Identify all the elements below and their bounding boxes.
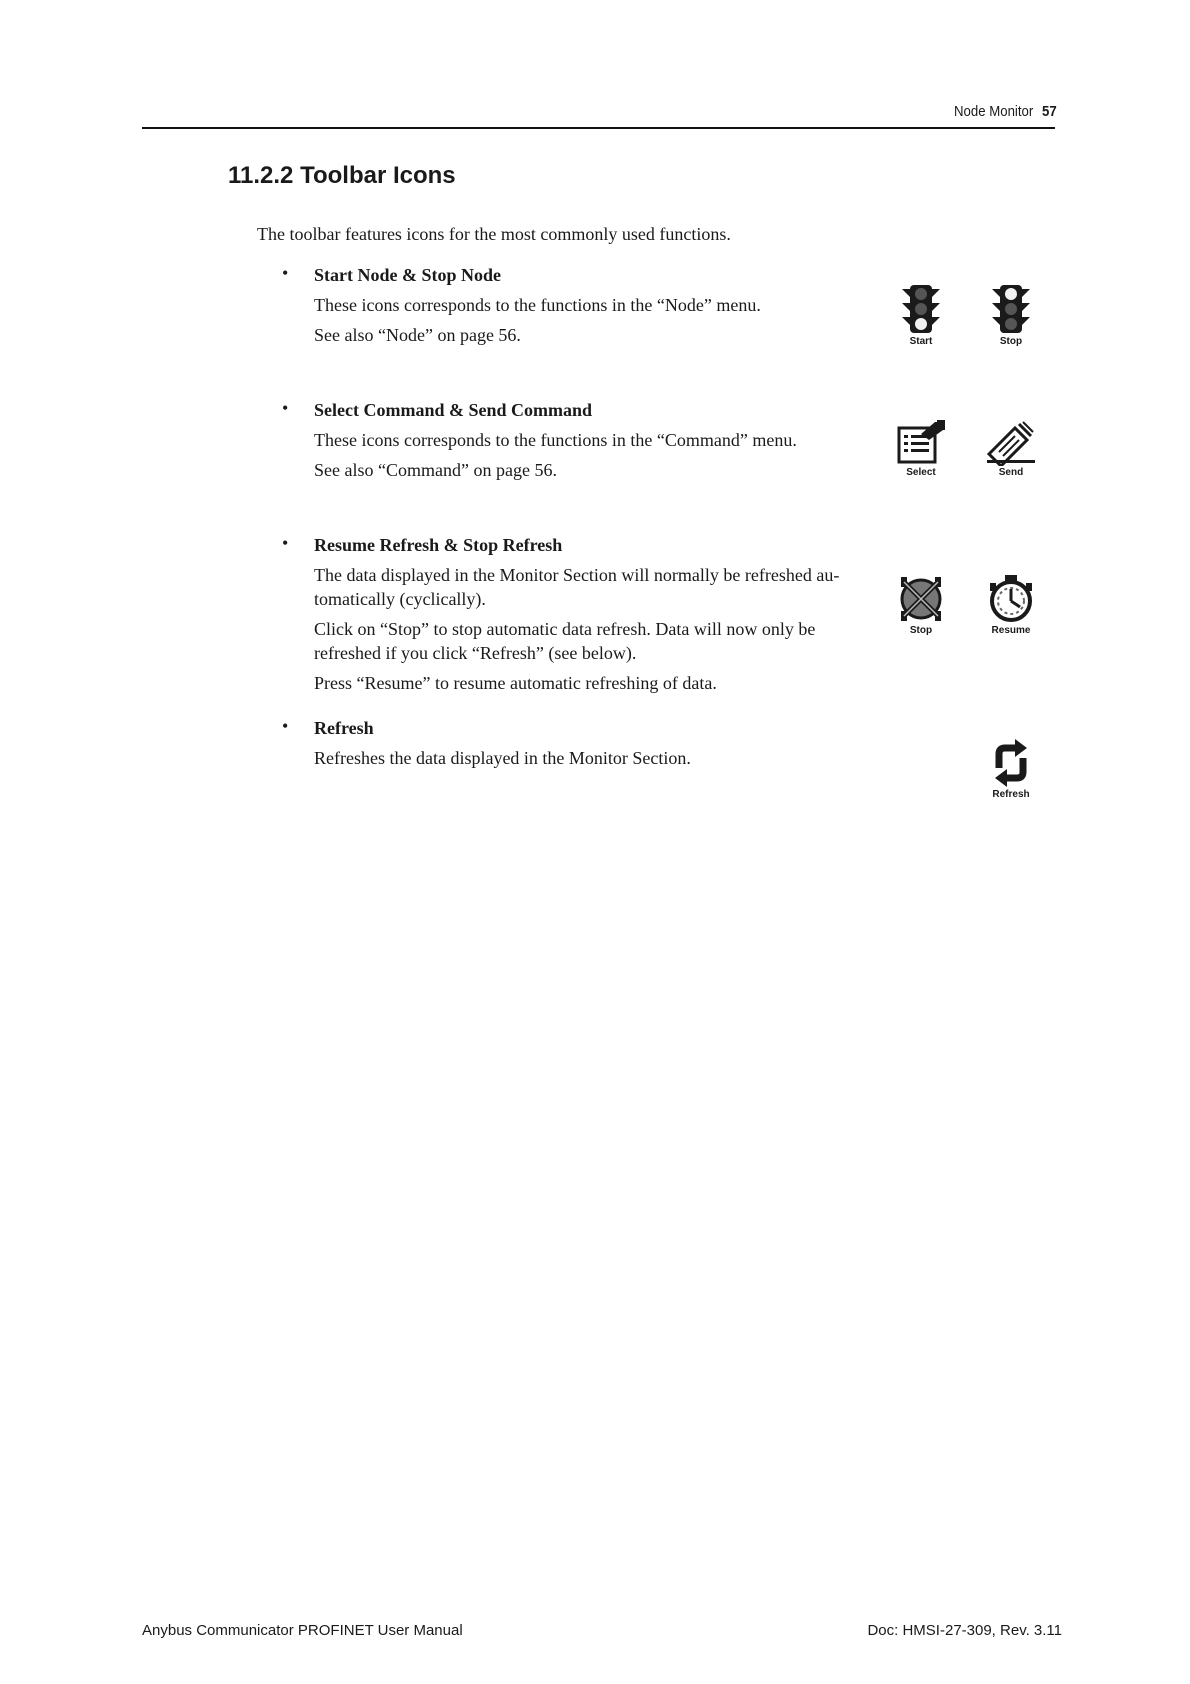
item-title: Refresh [314, 718, 374, 738]
icon-label: Stop [909, 625, 933, 636]
footer-title: Anybus Communicator PROFINET User Manual [142, 1622, 463, 1639]
stop-refresh-icon [896, 574, 946, 624]
icon-label: Resume [991, 625, 1031, 636]
send-command-button[interactable] [976, 420, 1046, 478]
refresh-button[interactable] [976, 738, 1046, 800]
footer-doc: Doc: HMSI-27-309, Rev. 3.11 [867, 1622, 1062, 1639]
section-title: 11.2.2 Toolbar Icons [228, 162, 456, 189]
header-rule [142, 127, 1055, 129]
header-section: Node Monitor [954, 103, 1034, 120]
resume-refresh-button[interactable] [976, 574, 1046, 636]
refresh-icon [989, 738, 1033, 788]
item-title: Resume Refresh & Stop Refresh [314, 535, 563, 555]
icon-label: Refresh [992, 789, 1030, 800]
resume-refresh-icon [986, 574, 1036, 624]
item-text: These icons corresponds to the functions in the “Command” menu. [314, 430, 797, 450]
icon-label: Select [906, 467, 936, 478]
stop-node-button[interactable] [976, 283, 1046, 347]
item-text: See also “Command” on page 56. [314, 460, 557, 480]
traffic-light-green-icon [898, 283, 944, 335]
item-text: These icons corresponds to the functions in the “Node” menu. [314, 295, 761, 315]
item-text: See also “Node” on page 56. [314, 325, 521, 345]
icon-label: Send [998, 467, 1024, 478]
item-text: Click on “Stop” to stop automatic data refresh. Data will now only be refreshed if you click “Refresh” (see below). [314, 619, 816, 663]
running-header [954, 103, 1057, 120]
select-command-button[interactable] [886, 420, 956, 478]
start-node-button[interactable] [886, 283, 956, 347]
item-text: The data displayed in the Monitor Section will normally be refreshed au-tomatically (cyclically). [314, 565, 840, 609]
bullet: • [282, 263, 289, 283]
traffic-light-red-icon [988, 283, 1034, 335]
item-title: Select Command & Send Command [314, 400, 593, 420]
bullet: • [282, 533, 289, 553]
item-text: Refreshes the data displayed in the Monitor Section. [314, 748, 691, 768]
select-command-icon [895, 420, 947, 466]
item-text: Press “Resume” to resume automatic refreshing of data. [314, 673, 717, 693]
bullet: • [282, 398, 289, 418]
icon-label: Start [909, 336, 933, 347]
bullet: • [282, 716, 289, 736]
item-title: Start Node & Stop Node [314, 265, 501, 285]
stop-refresh-button[interactable] [886, 574, 956, 636]
send-command-icon [985, 420, 1037, 466]
intro-text: The toolbar features icons for the most commonly used functions. [257, 224, 731, 244]
icon-label: Stop [999, 336, 1023, 347]
page-number: 57 [1042, 103, 1057, 120]
